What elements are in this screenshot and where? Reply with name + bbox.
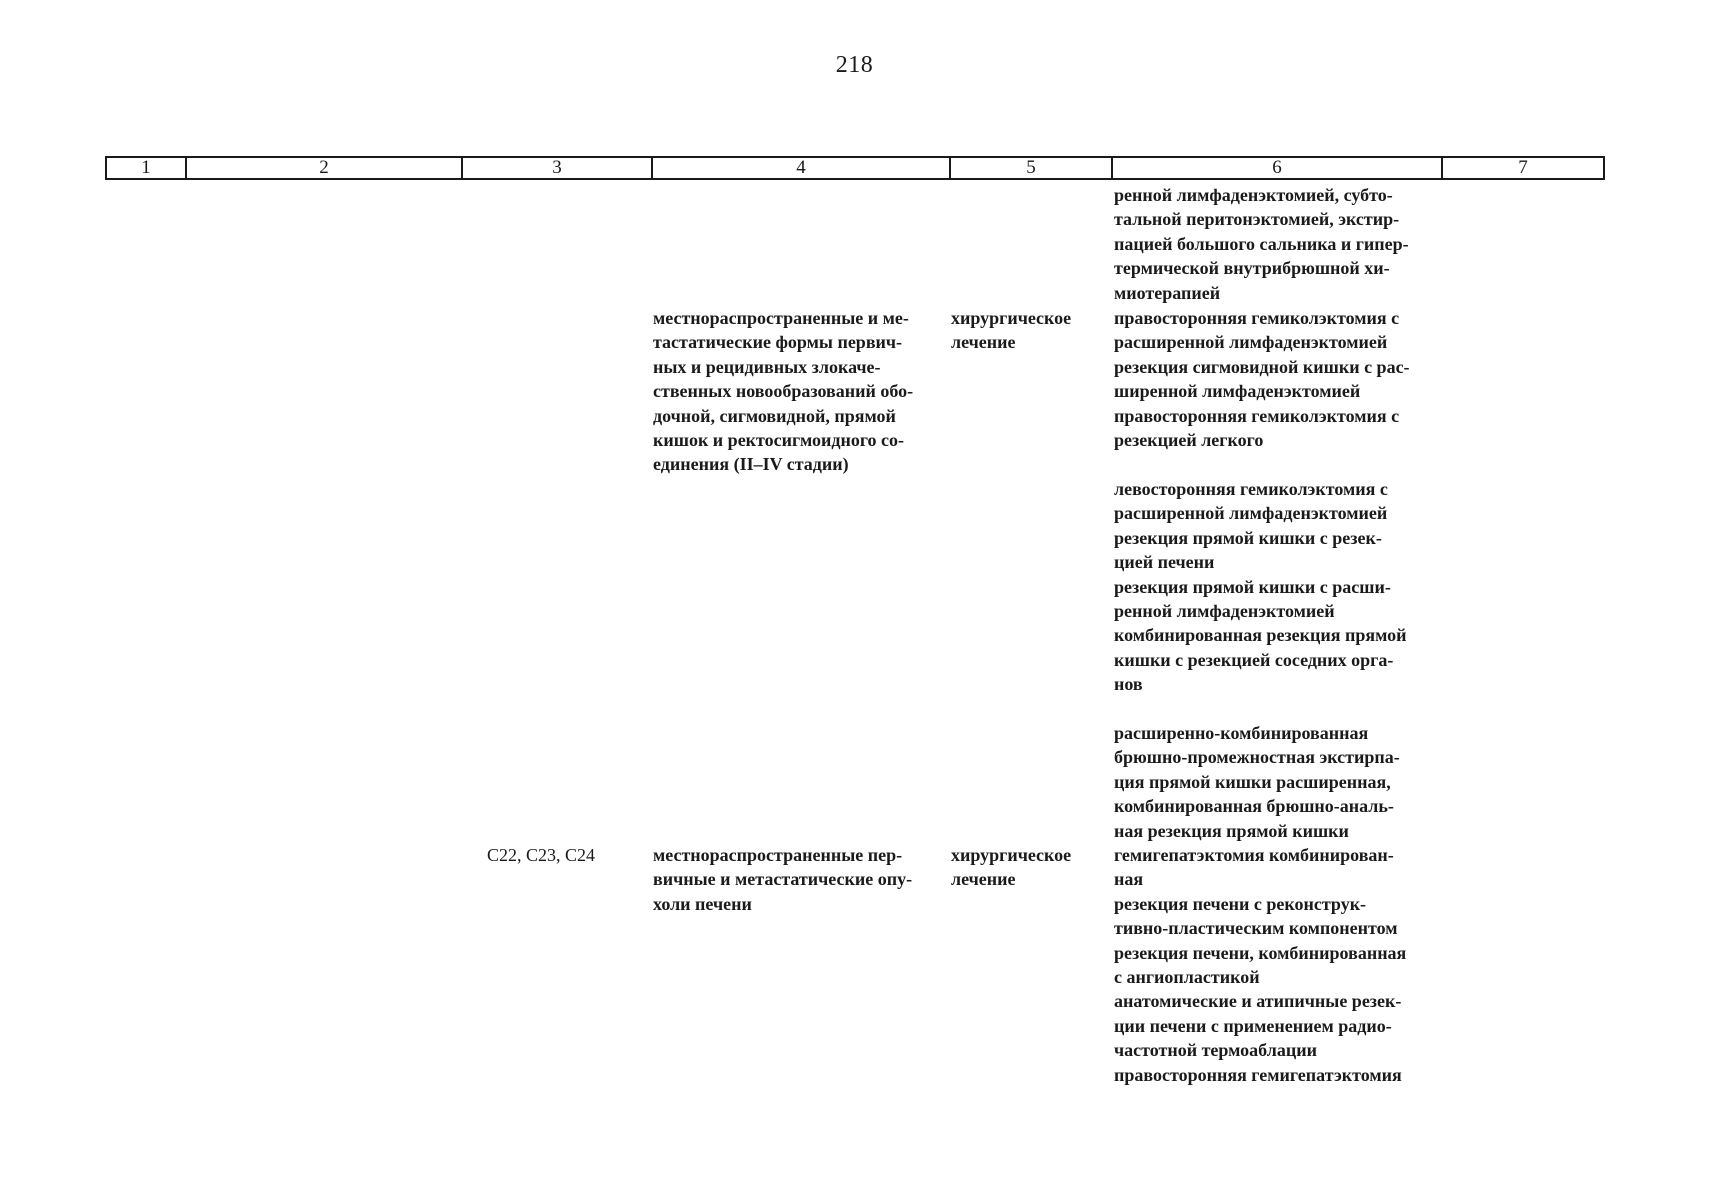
header-cell-3: 3 [461,158,651,178]
table-cell-col6-continuation: ренной лимфаденэктомией, субто- тальной перитонэктомией, экстир- пацией большого сальника и гипер- термической внутрибрюшной хи- миотерапией [1114,185,1409,303]
header-cell-1: 1 [141,157,151,178]
table-cell-col5-treatment: хирургическое лечение [951,845,1072,890]
table-cell-col4-diagnosis: местнораспространенные и ме- тастатические формы первич- ных и рецидивных злокаче- ственных новообразований обо- дочной, сигмовидной, прямой кишок и ректосигмоидного со- единения (II–IV стадии) [653,308,914,475]
table-header-row [105,156,1605,180]
header-cell-7: 7 [1441,158,1603,178]
header-cell-4: 4 [651,158,949,178]
header-cell-6: 6 [1111,158,1441,178]
page-number: 218 [835,52,874,78]
table-cell-col5-treatment: хирургическое лечение [951,308,1072,353]
table-cell-col6-methods: расширенно-комбинированная брюшно-промежностная экстирпа- ция прямой кишки расширенная, комбинированная брюшно-аналь- ная резекция прямой кишки [1114,723,1400,841]
table-cell-col4-diagnosis: местнораспространенные пер- вичные и метастатические опу- холи печени [653,845,913,914]
header-cell-2: 2 [185,158,461,178]
table-cell-col6-methods: левосторонняя гемиколэктомия с расширенной лимфаденэктомией резекция прямой кишки с резек- цией печени резекция прямой кишки с расши- ренной лимфаденэктомией комбинированная резекция прямой кишки с резекцией соседних орга- нов [1114,479,1407,695]
table-cell-col6-methods: правосторонняя гемиколэктомия с расширенной лимфаденэктомией резекция сигмовидной кишки с рас- ширенной лимфаденэктомией правосторонняя гемиколэктомия с резекцией легкого [1114,308,1410,451]
table-cell-col6-methods: гемигепатэктомия комбинирован- ная резекция печени с реконструк- тивно-пластическим компонентом резекция печени, комбинированная с ангиопластикой анатомические и атипичные резек- ции печени с применением радио- частотной термоаблации правосторонняя гемигепатэктомия [1114,845,1407,1085]
table-cell-col3-icd-codes: C22, C23, C24 [487,845,596,865]
header-cell-5: 5 [949,158,1111,178]
